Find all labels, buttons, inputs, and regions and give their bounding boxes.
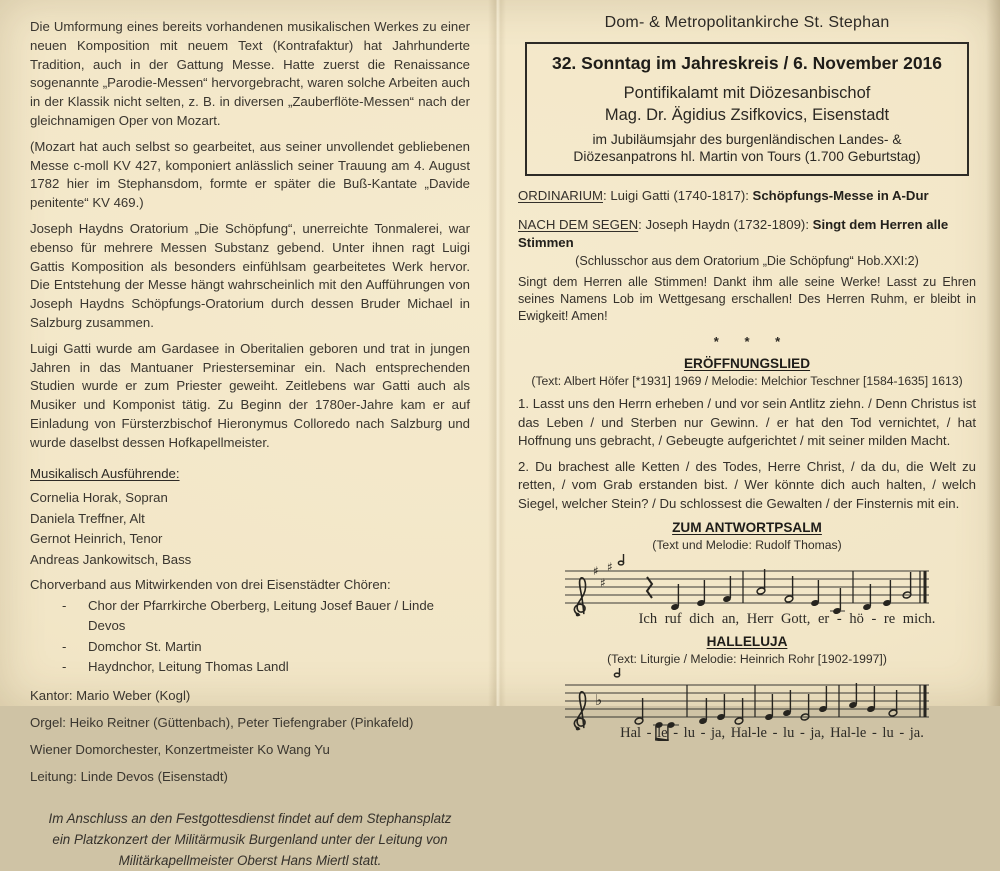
performers-heading: Musikalisch Ausführende: xyxy=(30,465,180,481)
scan-edge-shadow xyxy=(986,0,1000,706)
list-dash: - xyxy=(62,597,67,613)
intro-paragraph-4: Luigi Gatti wurde am Gardasee in Oberitalien geboren und trat in jungen Jahren in das Mantuaner Priesterseminar ein. Nach entsprechenden Studien wurde er zum Priester geweiht. Zeitlebens war Gatti auch als Musiker und Komponist tätig. Zu Beginn der 1780er-Jahre kam er auf Einladung von Fürsterzbischof Hieronymus Colloredo nach Salzburg und wurde daselbst dessen Hofkapellmeister. xyxy=(30,340,470,450)
intro-paragraph-1: Die Umformung eines bereits vorhandenen musikalischen Werkes zu einer neuen Komposition mit neuem Text (Kontrafaktur) hat Jahrhunderte Tradition, auch in der Gattung Messe. Hatte zuerst die Renaissance sogenannte „Parodie-Messen“ hervorgebracht, waren solche Arbeiten auch in der Klassik nicht selten, z. B. in diversen „Zauberflöte-Messen“ nach der gleichnamigen Oper von Mozart. xyxy=(30,19,470,128)
choir-oberberg: Chor der Pfarrkirche Oberberg, Leitung Josef Bauer / Linde Devos xyxy=(88,597,434,634)
section-separator: * * * xyxy=(713,334,781,349)
eroeffnungslied-credit: (Text: Albert Höfer [*1931] 1969 / Melodie: Melchior Teschner [1584-1635] 1613) xyxy=(531,374,963,388)
nach-dem-segen-subtitle: (Schlusschor aus dem Oratorium „Die Schöpfung“ Hob.XXI:2) xyxy=(575,254,919,268)
antwortpsalm-staff-block xyxy=(518,553,976,627)
closing-note: Im Anschluss an den Festgottesdienst findet auf dem Stephansplatz ein Platzkonzert der Militärmusik Burgenland unter der Leitung von Militärkapellmeister Oberst Hans Miertl statt. xyxy=(48,810,452,868)
choir-intro: Chorverband aus Mitwirkenden von drei Eisenstädter Chören: xyxy=(30,577,391,593)
credit-orgel: Orgel: Heiko Reitner (Güttenbach), Peter Tiefengraber (Pinkafeld) xyxy=(30,714,414,730)
nach-dem-segen-composer: : Joseph Haydn (1732-1809): xyxy=(638,217,813,232)
cue-note-icon xyxy=(614,668,619,677)
left-page xyxy=(30,18,470,871)
list-item xyxy=(30,637,470,658)
halleluja-credit: (Text: Liturgie / Melodie: Heinrich Rohr [1902-1997]) xyxy=(607,652,887,666)
flat-icon: ♭ xyxy=(595,691,603,709)
antwortpsalm-credit: (Text und Melodie: Rudolf Thomas) xyxy=(652,538,842,552)
halleluja-heading: HALLELUJA xyxy=(706,634,788,649)
sharp-icon: ♯ xyxy=(593,564,599,578)
cue-note-icon xyxy=(618,554,623,565)
event-bishop: Mag. Dr. Ägidius Zsifkovics, Eisenstadt xyxy=(604,106,890,124)
performer-bass: Andreas Jankowitsch, Bass xyxy=(30,551,192,567)
nach-dem-segen-line xyxy=(518,216,976,252)
ordinarium-work: Schöpfungs-Messe in A-Dur xyxy=(752,188,929,203)
event-date-title: 32. Sonntag im Jahreskreis / 6. November 2016 xyxy=(551,53,943,73)
performer-soprano: Cornelia Horak, Sopran xyxy=(30,490,168,506)
music-staff-antwortpsalm xyxy=(557,553,937,627)
nach-dem-segen-work: Singt dem Herren alle Stimmen xyxy=(518,217,949,250)
event-jubilee-line1: im Jubiläumsjahr des burgenländischen Landes- & xyxy=(592,132,902,147)
halleluja-lyrics: Hal - le - lu - ja, Hal-le - lu - ja, Hal-le - lu - ja. xyxy=(620,725,924,741)
eroeffnungslied-heading: ERÖFFNUNGSLIED xyxy=(683,356,811,371)
treble-clef-icon xyxy=(574,692,585,731)
ordinarium-label: ORDINARIUM xyxy=(518,188,603,203)
music-notes xyxy=(670,569,911,615)
page-fold xyxy=(488,0,506,706)
halleluja-staff-block xyxy=(518,667,976,741)
nach-dem-segen-label: NACH DEM SEGEN xyxy=(518,217,639,232)
list-dash: - xyxy=(62,638,67,654)
sharp-icon: ♯ xyxy=(607,560,613,574)
intro-paragraph-3: Joseph Haydns Oratorium „Die Schöpfung“, unerreichte Tonmalerei, war ebenso für mehrere Messen Substanz gebend. Unter ihnen ragt Luigi Gattis Komposition als besonders einfühlsam gearbeitetes Werk hervor. Die Entstehung der Messe hängt wahrscheinlich mit den Aufführungen von Joseph Haydns Schöpfungs-Oratorium durch dessen Bruder Michael in Salzburg zusammen. xyxy=(30,220,470,330)
credit-orchester: Wiener Domorchester, Konzertmeister Ko Wang Yu xyxy=(30,741,330,757)
performer-tenor: Gernot Heinrich, Tenor xyxy=(30,531,163,547)
event-service-type: Pontifikalamt mit Diözesanbischof xyxy=(623,84,871,102)
choir-domchor: Domchor St. Martin xyxy=(88,638,202,654)
performer-alto: Daniela Treffner, Alt xyxy=(30,510,145,526)
key-signature-sharps xyxy=(593,560,613,590)
credit-kantor: Kantor: Mario Weber (Kogl) xyxy=(30,687,191,703)
eroeffnungslied-verse-2: 2. Du brachest alle Ketten / des Todes, Herre Christ, / da du, die Welt zu retten, / vom Grab erstanden bist. / Wer könnte dich auch halten, / welch Siegel, welcher Stein? / Du schlossest die Gewalten / der Finsternis mit ein. xyxy=(518,458,976,511)
antwortpsalm-heading: ZUM ANTWORTPSALM xyxy=(672,520,822,535)
segen-text: Singt dem Herren alle Stimmen! Dankt ihm alle seine Werke! Lasst zu Ehren seines Namens Lob im Wettgesang erschallen! Des Herren Ruhm, er bleibt in Ewigkeit! Amen! xyxy=(518,275,976,323)
antwortpsalm-lyrics: Ich ruf dich an, Herr Gott, er - hö - re mich. xyxy=(638,611,936,627)
music-staff-halleluja xyxy=(557,667,937,741)
list-item xyxy=(30,596,470,637)
choir-haydnchor: Haydnchor, Leitung Thomas Landl xyxy=(88,659,289,675)
credit-leitung: Leitung: Linde Devos (Eisenstadt) xyxy=(30,768,228,784)
intro-paragraph-2: (Mozart hat auch selbst so gearbeitet, aus seiner unvollendet gebliebenen Messe c-moll KV 427, komponiert anlässlich seiner Trauung am 4. August 1782 hier im Stephansdom, formte er später die Buß-Kantate „Davide penitente“ KV 469.) xyxy=(30,138,470,211)
staff-lines xyxy=(565,571,929,603)
ordinarium-composer: : Luigi Gatti (1740-1817): xyxy=(603,188,753,203)
church-title: Dom- & Metropolitankirche St. Stephan xyxy=(604,14,890,31)
ordinarium-line xyxy=(518,187,976,205)
event-jubilee-line2: Diözesanpatrons hl. Martin von Tours (1.700 Geburtstag) xyxy=(573,149,921,164)
list-item xyxy=(30,657,470,678)
right-page xyxy=(518,14,976,741)
eroeffnungslied-verse-1: 1. Lasst uns den Herrn erheben / und vor sein Antlitz ziehn. / Denn Christus ist das Leben / und Sterben nur Gewinn. / er hat den Tod vernichtet, / hat Hoffnung uns gebracht, / Gebeugte aufgerichtet / mit seiner milden Macht. xyxy=(518,396,976,448)
treble-clef-icon xyxy=(574,578,585,617)
event-box xyxy=(525,42,969,176)
list-dash: - xyxy=(62,659,67,675)
sharp-icon: ♯ xyxy=(600,576,606,590)
